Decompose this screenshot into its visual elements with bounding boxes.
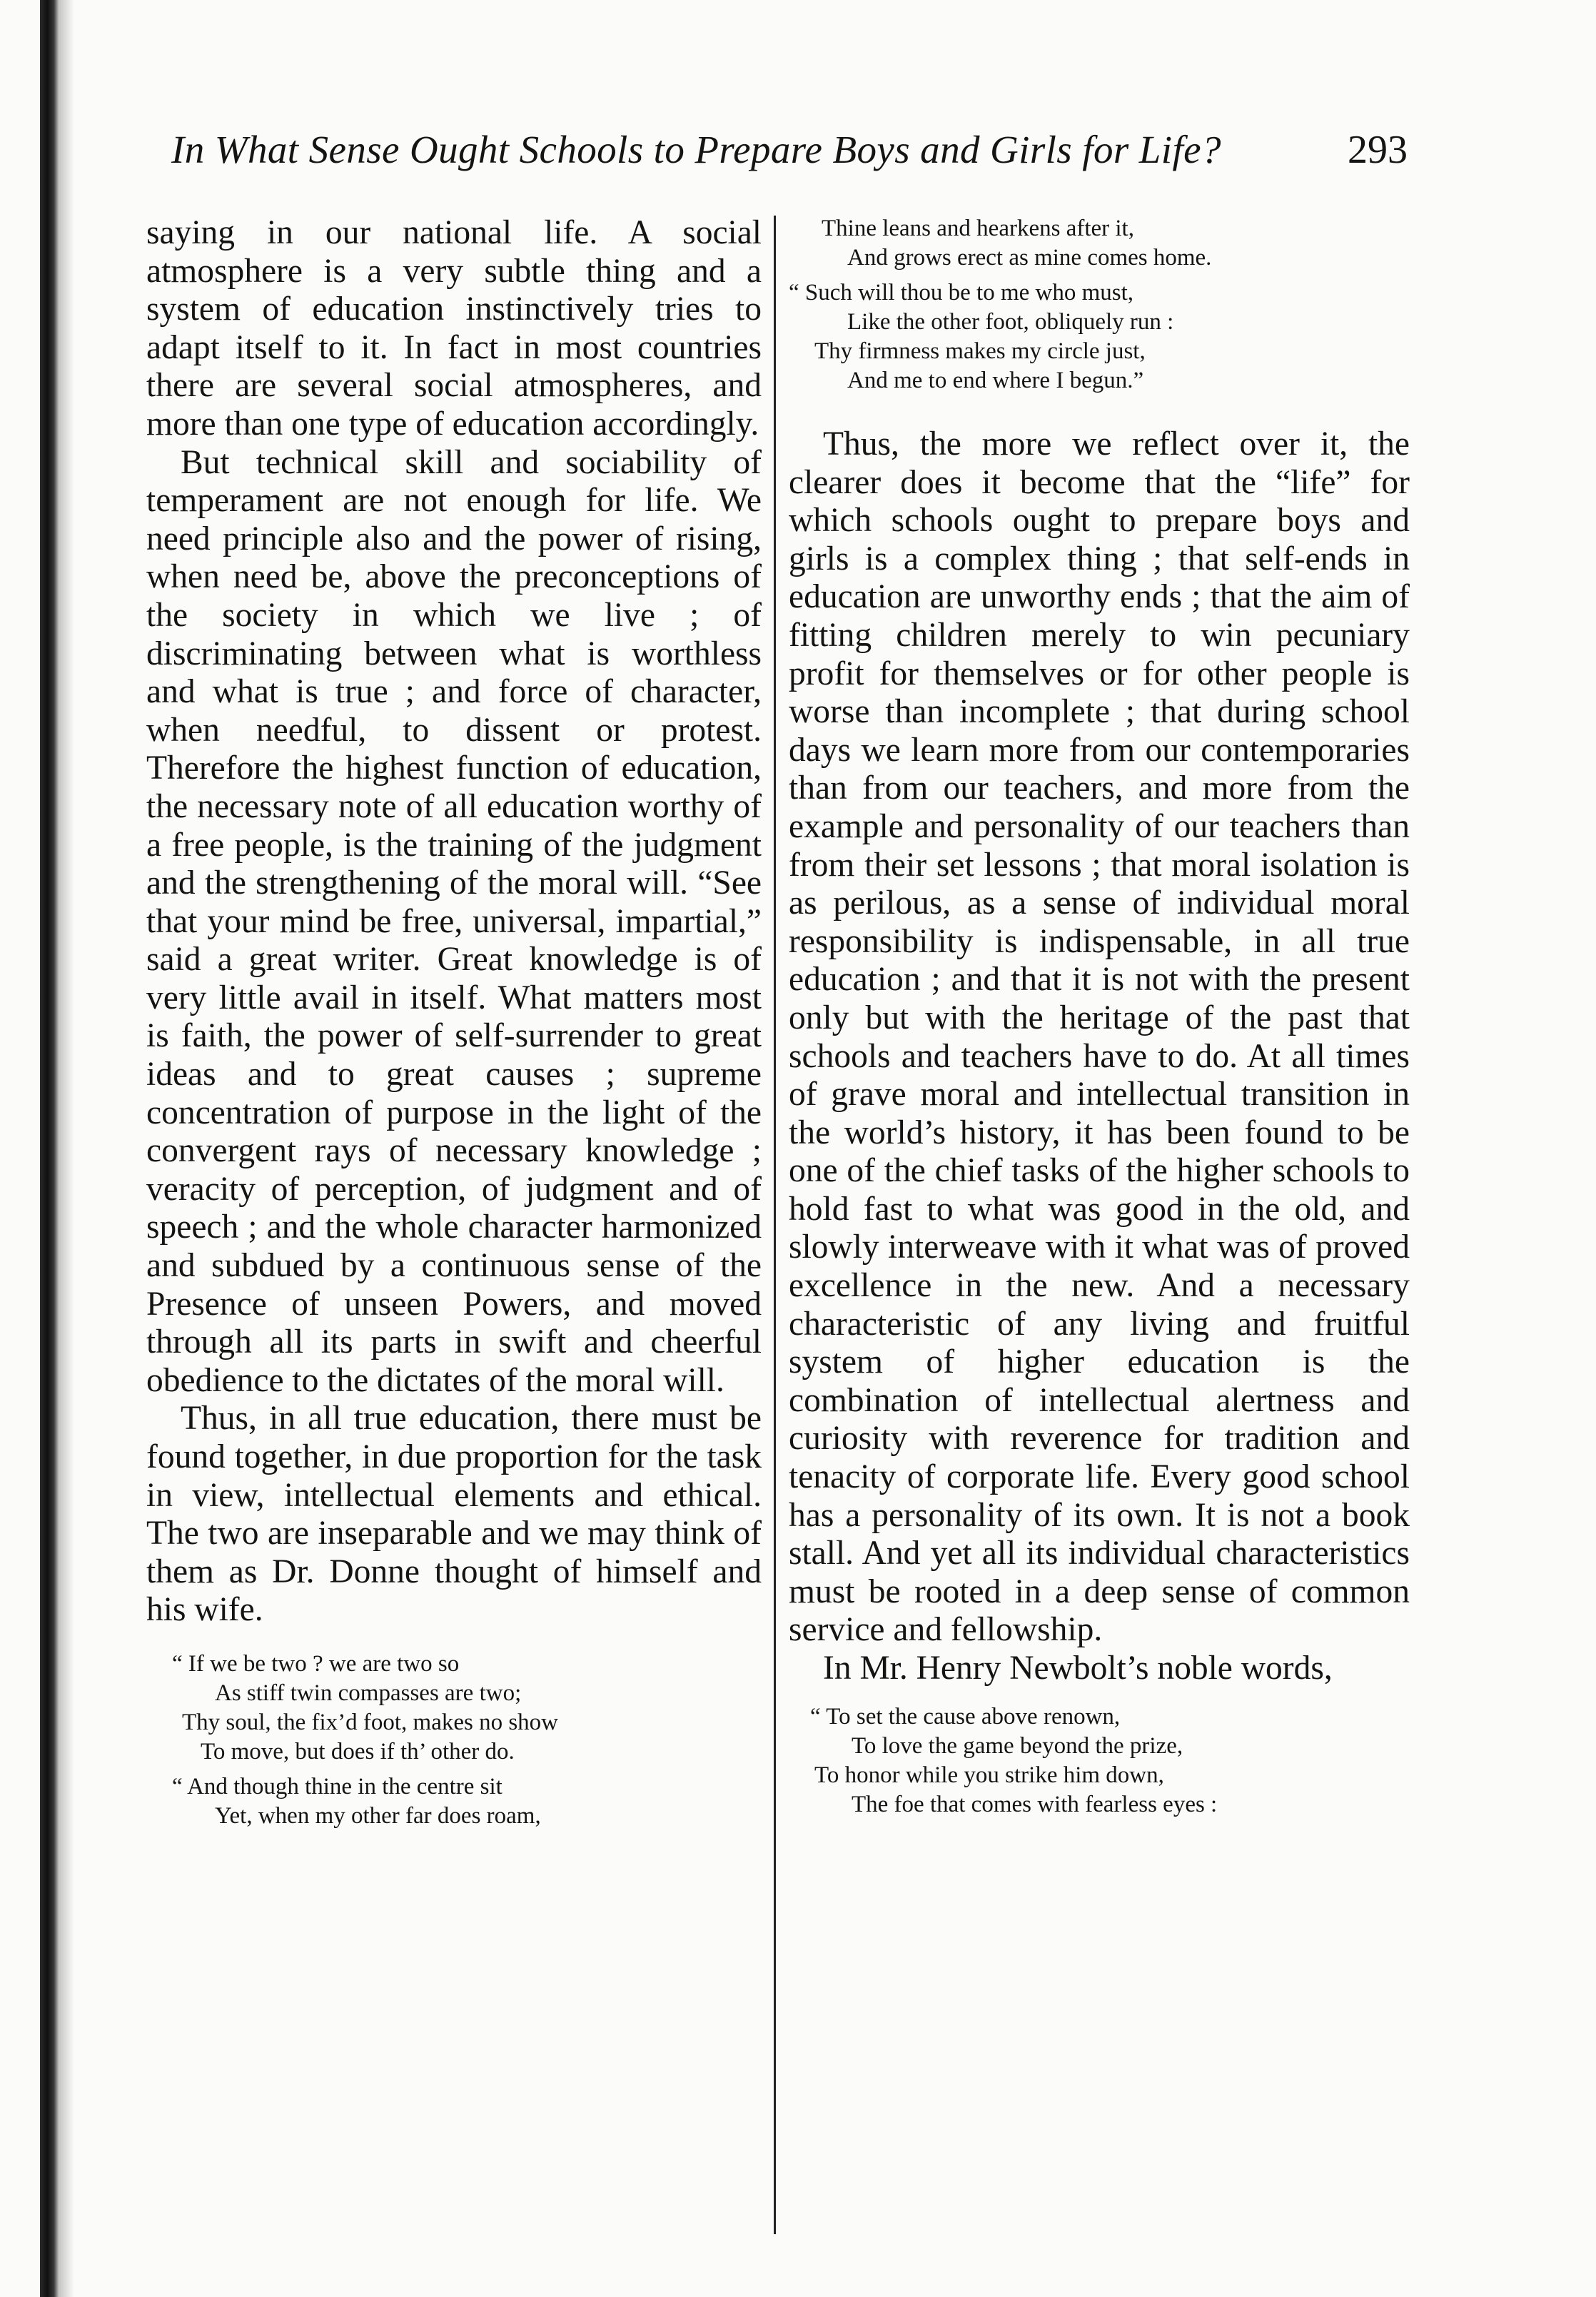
verse-line: Thy soul, the fix’d foot, makes no show bbox=[182, 1709, 559, 1735]
verse-quotation bbox=[789, 1702, 1410, 1819]
verse-line: Thy firmness makes my circle just, bbox=[814, 338, 1146, 364]
book-binding-edge bbox=[40, 0, 59, 2297]
running-head: In What Sense Ought Schools to Prepare Boys and Girls for Life? bbox=[171, 128, 1221, 171]
verse-line: Thine leans and hearkens after it, bbox=[822, 216, 1134, 241]
verse-line: And me to end where I begun.” bbox=[847, 368, 1144, 393]
verse-line: To honor while you strike him down, bbox=[814, 1762, 1164, 1788]
verse-line: Like the other foot, obliquely run : bbox=[847, 309, 1174, 335]
column-rule bbox=[774, 216, 776, 2234]
paragraph: But technical skill and sociability of temperament are not enough for life. We need principle also and the power of rising, when need be, above the preconceptions of the society in which we live ; of discriminating between what is worthless and what is true ; and force of character, when needful, to dissent or protest. Therefore the highest function of education, the necessary note of all education worthy of a free people, is the training of the judgment and the strengthening of the moral will. “See that your mind be free, universal, impartial,” said a great writer. Great knowledge is of very little avail in itself. What matters most is faith, the power of self-surrender to great ideas and to great causes ; supreme concentration of purpose in the light of the convergent rays of necessary knowledge ; veracity of perception, of judgment and of speech ; and the whole character harmonized and subdued by a continuous sense of the Presence of unseen Powers, and moved through all its parts in swift and cheerful obedience to the dictates of the moral will. bbox=[146, 443, 762, 1399]
verse-line: As stiff twin compasses are two; bbox=[215, 1680, 522, 1706]
page-number: 293 bbox=[1348, 128, 1408, 172]
verse-line: To move, but does if th’ other do. bbox=[201, 1738, 515, 1765]
verse-line: “ Such will thou be to me who must, bbox=[789, 280, 1134, 306]
paragraph: In Mr. Henry Newbolt’s noble words, bbox=[823, 1650, 1333, 1687]
verse-line: To love the game beyond the prize, bbox=[852, 1732, 1183, 1759]
paragraph: Thus, in all true education, there must be found together, in due proportion for the task in view, intellectual elements and ethical. The two are inseparable and we may think of them as Dr. Donne thought of himself and his wife. bbox=[146, 1400, 762, 1629]
verse-line: Yet, when my other far does roam, bbox=[215, 1802, 541, 1829]
gutter-shadow bbox=[59, 0, 74, 2297]
paragraph: Thus, the more we reflect over it, the clearer does it become that the “life” for which schools ought to prepare boys and girls is a complex thing ; that self-ends in education are unworthy ends ; that the aim of fitting children merely to win pecuniary profit for themselves or for other people is worse than incomplete ; that during school days we learn more from our contemporaries than from our teachers, and more from the example and personality of our teachers than from their set lessons ; that moral isolation is as perilous, as a sense of individual moral responsibility is indispensable, in all true education ; and that it is not with the present only but with the heritage of the past that schools and teachers have to do. At all times of grave moral and intellectual transition in the world’s history, it has been found to be one of the chief tasks of the higher schools to hold fast to what was good in the old, and slowly interweave with it what was of proved excellence in the new. And a necessary characteristic of any living and fruitful system of higher education is the combination of intellectual alertness and curiosity with reverence for tradition and tenacity of corporate life. Every good school has a personality of its own. It is not a book stall. And yet all its individual characteristics must be rooted in a deep sense of common service and fellowship. bbox=[789, 425, 1410, 1649]
verse-quotation bbox=[146, 1650, 762, 1831]
page-header bbox=[0, 127, 1596, 191]
verse-line: “ If we be two ? we are two so bbox=[172, 1650, 460, 1677]
paragraph: saying in our national life. A social atmosphere is a very subtle thing and a system of education instinctively tries to adapt itself to it. In fact in most countries there are several social atmospheres, and more than one type of education accordingly. bbox=[146, 214, 762, 443]
verse-line: “ To set the cause above renown, bbox=[810, 1703, 1121, 1730]
left-column bbox=[146, 214, 762, 1837]
verse-line: The foe that comes with fearless eyes : bbox=[852, 1791, 1218, 1817]
verse-line: And grows erect as mine comes home. bbox=[847, 245, 1212, 271]
verse-quotation bbox=[789, 214, 1410, 395]
right-column bbox=[789, 214, 1410, 1825]
verse-line: “ And though thine in the centre sit bbox=[172, 1773, 502, 1799]
